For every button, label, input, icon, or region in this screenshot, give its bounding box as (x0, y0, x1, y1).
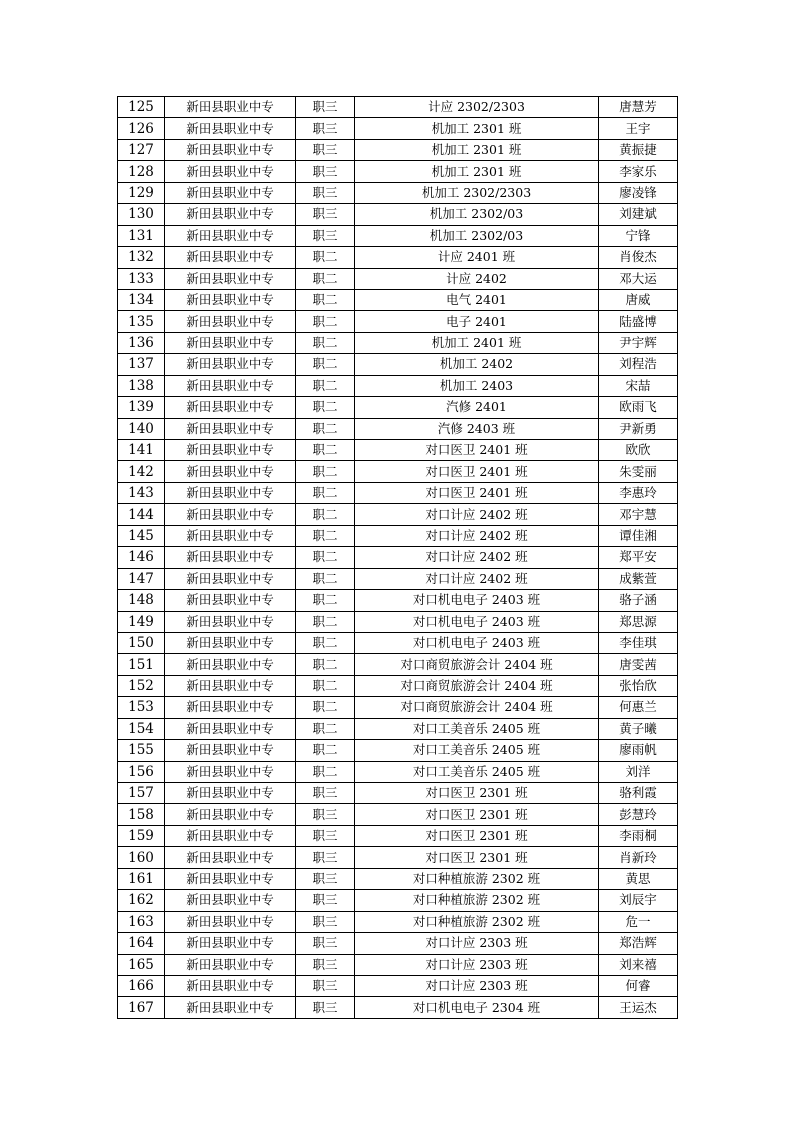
class-name: 对口商贸旅游会计 2404 班 (355, 654, 599, 675)
roster-table (117, 96, 678, 1019)
student-name: 刘来禧 (599, 954, 678, 975)
class-name: 机加工 2301 班 (355, 139, 599, 160)
student-name: 欧雨飞 (599, 397, 678, 418)
student-name: 刘辰宇 (599, 890, 678, 911)
student-name: 朱雯丽 (599, 461, 678, 482)
school-name: 新田县职业中专 (165, 525, 296, 546)
school-name: 新田县职业中专 (165, 332, 296, 353)
class-name: 机加工 2403 (355, 375, 599, 396)
student-name: 郑平安 (599, 547, 678, 568)
class-name: 对口工美音乐 2405 班 (355, 718, 599, 739)
grade-level: 职三 (296, 868, 355, 889)
table-row (118, 525, 678, 546)
table-row (118, 247, 678, 268)
grade-level: 职二 (296, 525, 355, 546)
student-name: 唐慧芳 (599, 97, 678, 118)
school-name: 新田县职业中专 (165, 461, 296, 482)
table-row (118, 139, 678, 160)
row-number: 147 (118, 568, 165, 589)
class-name: 对口医卫 2301 班 (355, 847, 599, 868)
student-name: 郑浩辉 (599, 933, 678, 954)
school-name: 新田县职业中专 (165, 397, 296, 418)
row-number: 149 (118, 611, 165, 632)
table-row (118, 997, 678, 1018)
student-name: 何睿 (599, 975, 678, 996)
row-number: 165 (118, 954, 165, 975)
class-name: 计应 2402 (355, 268, 599, 289)
grade-level: 职二 (296, 632, 355, 653)
school-name: 新田县职业中专 (165, 354, 296, 375)
grade-level: 职三 (296, 139, 355, 160)
table-row (118, 204, 678, 225)
grade-level: 职二 (296, 482, 355, 503)
student-name: 刘建斌 (599, 204, 678, 225)
class-name: 计应 2401 班 (355, 247, 599, 268)
class-name: 对口计应 2303 班 (355, 933, 599, 954)
class-name: 机加工 2302/03 (355, 225, 599, 246)
student-name: 谭佳湘 (599, 525, 678, 546)
student-name: 刘程浩 (599, 354, 678, 375)
school-name: 新田县职业中专 (165, 504, 296, 525)
student-name: 骆利霞 (599, 783, 678, 804)
class-name: 机加工 2302/2303 (355, 182, 599, 203)
student-name: 欧欣 (599, 440, 678, 461)
row-number: 140 (118, 418, 165, 439)
school-name: 新田县职业中专 (165, 654, 296, 675)
table-row (118, 418, 678, 439)
table-row (118, 654, 678, 675)
grade-level: 职二 (296, 718, 355, 739)
table-row (118, 761, 678, 782)
grade-level: 职二 (296, 247, 355, 268)
grade-level: 职二 (296, 354, 355, 375)
grade-level: 职三 (296, 825, 355, 846)
table-row (118, 461, 678, 482)
table-row (118, 440, 678, 461)
student-name: 李家乐 (599, 161, 678, 182)
school-name: 新田县职业中专 (165, 632, 296, 653)
school-name: 新田县职业中专 (165, 268, 296, 289)
class-name: 对口商贸旅游会计 2404 班 (355, 675, 599, 696)
school-name: 新田县职业中专 (165, 740, 296, 761)
row-number: 131 (118, 225, 165, 246)
table-row (118, 783, 678, 804)
table-row (118, 675, 678, 696)
class-name: 对口机电电子 2304 班 (355, 997, 599, 1018)
grade-level: 职三 (296, 161, 355, 182)
school-name: 新田县职业中专 (165, 375, 296, 396)
class-name: 对口种植旅游 2302 班 (355, 890, 599, 911)
table-row (118, 847, 678, 868)
grade-level: 职三 (296, 804, 355, 825)
student-name: 郑思源 (599, 611, 678, 632)
table-row (118, 482, 678, 503)
grade-level: 职三 (296, 933, 355, 954)
table-row (118, 118, 678, 139)
table-row (118, 890, 678, 911)
student-name: 危一 (599, 911, 678, 932)
grade-level: 职二 (296, 547, 355, 568)
grade-level: 职二 (296, 654, 355, 675)
table-row (118, 397, 678, 418)
table-row (118, 504, 678, 525)
row-number: 130 (118, 204, 165, 225)
student-name: 成紫萱 (599, 568, 678, 589)
table-row (118, 611, 678, 632)
table-row (118, 547, 678, 568)
school-name: 新田县职业中专 (165, 547, 296, 568)
class-name: 对口医卫 2401 班 (355, 482, 599, 503)
row-number: 136 (118, 332, 165, 353)
student-name: 尹宇辉 (599, 332, 678, 353)
grade-level: 职三 (296, 97, 355, 118)
row-number: 161 (118, 868, 165, 889)
student-name: 宁锋 (599, 225, 678, 246)
grade-level: 职三 (296, 182, 355, 203)
grade-level: 职二 (296, 397, 355, 418)
school-name: 新田县职业中专 (165, 933, 296, 954)
school-name: 新田县职业中专 (165, 847, 296, 868)
row-number: 144 (118, 504, 165, 525)
table-row (118, 161, 678, 182)
row-number: 129 (118, 182, 165, 203)
row-number: 133 (118, 268, 165, 289)
row-number: 127 (118, 139, 165, 160)
student-name: 黄振捷 (599, 139, 678, 160)
row-number: 150 (118, 632, 165, 653)
row-number: 160 (118, 847, 165, 868)
class-name: 对口医卫 2401 班 (355, 461, 599, 482)
grade-level: 职二 (296, 761, 355, 782)
table-row (118, 375, 678, 396)
school-name: 新田县职业中专 (165, 825, 296, 846)
table-row (118, 268, 678, 289)
school-name: 新田县职业中专 (165, 247, 296, 268)
table-row (118, 697, 678, 718)
row-number: 156 (118, 761, 165, 782)
class-name: 对口计应 2402 班 (355, 504, 599, 525)
school-name: 新田县职业中专 (165, 418, 296, 439)
grade-level: 职二 (296, 418, 355, 439)
school-name: 新田县职业中专 (165, 783, 296, 804)
row-number: 132 (118, 247, 165, 268)
row-number: 146 (118, 547, 165, 568)
row-number: 157 (118, 783, 165, 804)
grade-level: 职二 (296, 590, 355, 611)
class-name: 电子 2401 (355, 311, 599, 332)
student-name: 王宇 (599, 118, 678, 139)
row-number: 143 (118, 482, 165, 503)
row-number: 126 (118, 118, 165, 139)
table-row (118, 182, 678, 203)
class-name: 对口机电电子 2403 班 (355, 632, 599, 653)
student-name: 黄子曦 (599, 718, 678, 739)
school-name: 新田县职业中专 (165, 482, 296, 503)
student-name: 肖俊杰 (599, 247, 678, 268)
row-number: 148 (118, 590, 165, 611)
grade-level: 职二 (296, 504, 355, 525)
student-name: 廖凌锋 (599, 182, 678, 203)
school-name: 新田县职业中专 (165, 761, 296, 782)
class-name: 对口机电电子 2403 班 (355, 611, 599, 632)
row-number: 159 (118, 825, 165, 846)
student-name: 廖雨帆 (599, 740, 678, 761)
grade-level: 职三 (296, 204, 355, 225)
row-number: 162 (118, 890, 165, 911)
row-number: 142 (118, 461, 165, 482)
table-row (118, 933, 678, 954)
student-name: 彭慧玲 (599, 804, 678, 825)
student-name: 邓大运 (599, 268, 678, 289)
school-name: 新田县职业中专 (165, 590, 296, 611)
grade-level: 职三 (296, 225, 355, 246)
class-name: 对口种植旅游 2302 班 (355, 911, 599, 932)
school-name: 新田县职业中专 (165, 311, 296, 332)
student-name: 唐雯茜 (599, 654, 678, 675)
student-name: 黄思 (599, 868, 678, 889)
grade-level: 职三 (296, 847, 355, 868)
class-name: 机加工 2301 班 (355, 118, 599, 139)
table-row (118, 804, 678, 825)
class-name: 对口工美音乐 2405 班 (355, 761, 599, 782)
grade-level: 职三 (296, 997, 355, 1018)
table-row (118, 311, 678, 332)
row-number: 135 (118, 311, 165, 332)
grade-level: 职三 (296, 783, 355, 804)
table-row (118, 975, 678, 996)
row-number: 141 (118, 440, 165, 461)
school-name: 新田县职业中专 (165, 675, 296, 696)
table-row (118, 911, 678, 932)
school-name: 新田县职业中专 (165, 997, 296, 1018)
row-number: 128 (118, 161, 165, 182)
class-name: 电气 2401 (355, 289, 599, 310)
row-number: 151 (118, 654, 165, 675)
student-name: 尹新勇 (599, 418, 678, 439)
student-name: 刘洋 (599, 761, 678, 782)
class-name: 机加工 2302/03 (355, 204, 599, 225)
table-row (118, 718, 678, 739)
table-row (118, 825, 678, 846)
school-name: 新田县职业中专 (165, 118, 296, 139)
class-name: 机加工 2402 (355, 354, 599, 375)
school-name: 新田县职业中专 (165, 139, 296, 160)
student-name: 肖新玲 (599, 847, 678, 868)
row-number: 166 (118, 975, 165, 996)
grade-level: 职三 (296, 890, 355, 911)
school-name: 新田县职业中专 (165, 890, 296, 911)
grade-level: 职二 (296, 697, 355, 718)
class-name: 机加工 2401 班 (355, 332, 599, 353)
row-number: 145 (118, 525, 165, 546)
row-number: 138 (118, 375, 165, 396)
table-row (118, 332, 678, 353)
row-number: 137 (118, 354, 165, 375)
class-name: 对口计应 2303 班 (355, 954, 599, 975)
student-name: 李惠玲 (599, 482, 678, 503)
grade-level: 职二 (296, 289, 355, 310)
student-name: 李佳琪 (599, 632, 678, 653)
table-row (118, 954, 678, 975)
school-name: 新田县职业中专 (165, 804, 296, 825)
row-number: 154 (118, 718, 165, 739)
table-row (118, 289, 678, 310)
school-name: 新田县职业中专 (165, 225, 296, 246)
grade-level: 职二 (296, 311, 355, 332)
grade-level: 职二 (296, 440, 355, 461)
student-name: 唐威 (599, 289, 678, 310)
student-name: 张怡欣 (599, 675, 678, 696)
school-name: 新田县职业中专 (165, 568, 296, 589)
grade-level: 职三 (296, 911, 355, 932)
table-row (118, 740, 678, 761)
class-name: 对口机电电子 2403 班 (355, 590, 599, 611)
row-number: 139 (118, 397, 165, 418)
row-number: 152 (118, 675, 165, 696)
class-name: 汽修 2401 (355, 397, 599, 418)
class-name: 汽修 2403 班 (355, 418, 599, 439)
class-name: 计应 2302/2303 (355, 97, 599, 118)
grade-level: 职三 (296, 975, 355, 996)
grade-level: 职二 (296, 740, 355, 761)
grade-level: 职二 (296, 611, 355, 632)
class-name: 机加工 2301 班 (355, 161, 599, 182)
school-name: 新田县职业中专 (165, 161, 296, 182)
table-row (118, 590, 678, 611)
class-name: 对口种植旅游 2302 班 (355, 868, 599, 889)
class-name: 对口医卫 2301 班 (355, 783, 599, 804)
student-name: 邓宇慧 (599, 504, 678, 525)
table-row (118, 868, 678, 889)
grade-level: 职三 (296, 954, 355, 975)
grade-level: 职二 (296, 375, 355, 396)
grade-level: 职二 (296, 568, 355, 589)
class-name: 对口计应 2402 班 (355, 547, 599, 568)
student-name: 骆子涵 (599, 590, 678, 611)
school-name: 新田县职业中专 (165, 697, 296, 718)
class-name: 对口计应 2402 班 (355, 568, 599, 589)
class-name: 对口计应 2303 班 (355, 975, 599, 996)
school-name: 新田县职业中专 (165, 182, 296, 203)
student-name: 宋喆 (599, 375, 678, 396)
school-name: 新田县职业中专 (165, 954, 296, 975)
grade-level: 职二 (296, 675, 355, 696)
row-number: 167 (118, 997, 165, 1018)
student-name: 李雨桐 (599, 825, 678, 846)
school-name: 新田县职业中专 (165, 911, 296, 932)
student-name: 王运杰 (599, 997, 678, 1018)
row-number: 163 (118, 911, 165, 932)
row-number: 164 (118, 933, 165, 954)
table-row (118, 225, 678, 246)
school-name: 新田县职业中专 (165, 868, 296, 889)
school-name: 新田县职业中专 (165, 440, 296, 461)
student-name: 何惠兰 (599, 697, 678, 718)
class-name: 对口医卫 2301 班 (355, 825, 599, 846)
table-row (118, 568, 678, 589)
row-number: 158 (118, 804, 165, 825)
row-number: 125 (118, 97, 165, 118)
class-name: 对口商贸旅游会计 2404 班 (355, 697, 599, 718)
class-name: 对口医卫 2301 班 (355, 804, 599, 825)
grade-level: 职二 (296, 461, 355, 482)
table-row (118, 354, 678, 375)
class-name: 对口工美音乐 2405 班 (355, 740, 599, 761)
row-number: 155 (118, 740, 165, 761)
grade-level: 职二 (296, 268, 355, 289)
table-row (118, 632, 678, 653)
roster-body (118, 97, 678, 1019)
school-name: 新田县职业中专 (165, 975, 296, 996)
student-name: 陆盛博 (599, 311, 678, 332)
class-name: 对口计应 2402 班 (355, 525, 599, 546)
grade-level: 职三 (296, 118, 355, 139)
row-number: 134 (118, 289, 165, 310)
school-name: 新田县职业中专 (165, 611, 296, 632)
class-name: 对口医卫 2401 班 (355, 440, 599, 461)
school-name: 新田县职业中专 (165, 289, 296, 310)
school-name: 新田县职业中专 (165, 204, 296, 225)
school-name: 新田县职业中专 (165, 718, 296, 739)
row-number: 153 (118, 697, 165, 718)
grade-level: 职二 (296, 332, 355, 353)
school-name: 新田县职业中专 (165, 97, 296, 118)
table-row (118, 97, 678, 118)
